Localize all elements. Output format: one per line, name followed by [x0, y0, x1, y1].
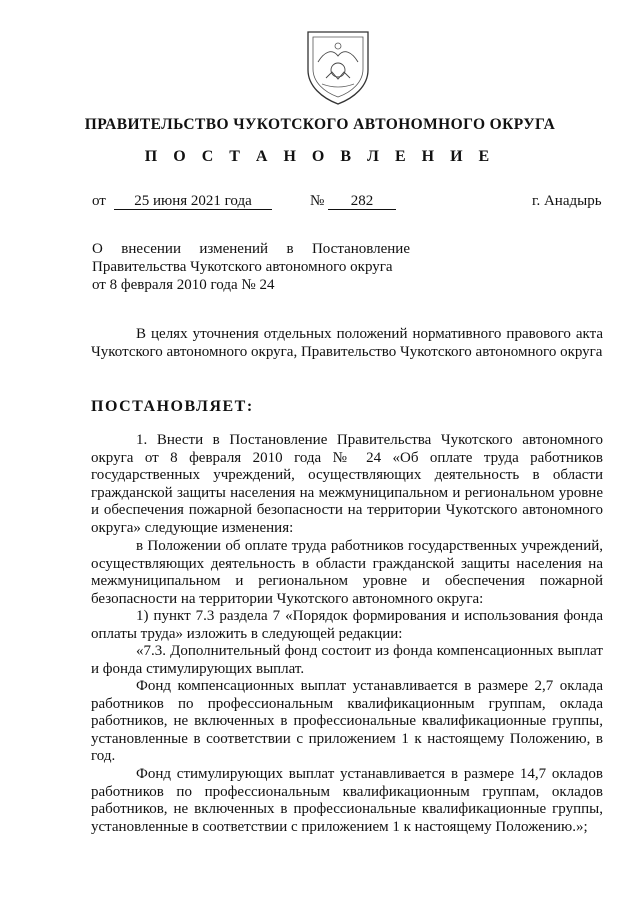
paragraph-1: 1. Внести в Постановление Правительства Чукотского автономного округа от 8 февраля 2010 года № 24 «Об оплате труда работников государственных учреждений, осуществляющих деятельность в области гражданской защиты населения на межмуниципальном и региональном уровне и обеспечения пожарной безопасности на территории Чукотского автономного округа» следующие изменения:	[91, 432, 603, 536]
document-subject	[92, 240, 410, 294]
document-number	[328, 193, 396, 210]
coat-of-arms-emblem	[304, 26, 372, 106]
paragraph-4: «7.3. Дополнительный фонд состоит из фонда компенсационных выплат и фонда стимулирующих выплат.	[91, 643, 603, 677]
city: г. Анадырь	[532, 193, 602, 209]
paragraph-5: Фонд компенсационных выплат устанавливается в размере 2,7 оклада работников по профессиональным квалификационным группам, оклада работников, не включенных в профессиональные квалификационные группы, установленные в соответствии с приложением 1 к настоящему Положению, в год.	[91, 678, 603, 765]
subject-line-2: Правительства Чукотского автономного округа	[92, 259, 393, 275]
number-label: №	[310, 193, 325, 209]
preamble-paragraph: В целях уточнения отдельных положений нормативного правового акта Чукотского автономного округа, Правительство Чукотского автономного округа	[91, 326, 603, 360]
date-prefix: от	[92, 193, 106, 209]
subject-line-3: от 8 февраля 2010 года № 24	[92, 277, 275, 293]
document-date	[114, 193, 272, 210]
decree-heading: ПОСТАНОВЛЯЕТ:	[91, 398, 254, 415]
document-number-value: 282	[328, 194, 396, 210]
paragraph-2: в Положении об оплате труда работников государственных учреждений, осуществляющих деятельность в области гражданской защиты населения на межмуниципальном и региональном уровне и обеспечения пожарной безопасности на территории Чукотского автономного округа:	[91, 538, 603, 607]
subject-line-1: О внесении изменений в Постановление	[92, 241, 410, 257]
organization-title: ПРАВИТЕЛЬСТВО ЧУКОТСКОГО АВТОНОМНОГО ОКРУГА	[84, 116, 556, 133]
document-type-heading: П О С Т А Н О В Л Е Н И Е	[144, 148, 496, 165]
document-date-value: 25 июня 2021 года	[114, 194, 272, 210]
paragraph-3: 1) пункт 7.3 раздела 7 «Порядок формирования и использования фонда оплаты труда» изложить в следующей редакции:	[91, 608, 603, 642]
paragraph-6: Фонд стимулирующих выплат устанавливается в размере 14,7 окладов работников по профессиональным квалификационным группам, окладов работников, не включенных в профессиональные квалификационные группы, установленные в соответствии с приложением 1 к настоящему Положению.»;	[91, 766, 603, 835]
